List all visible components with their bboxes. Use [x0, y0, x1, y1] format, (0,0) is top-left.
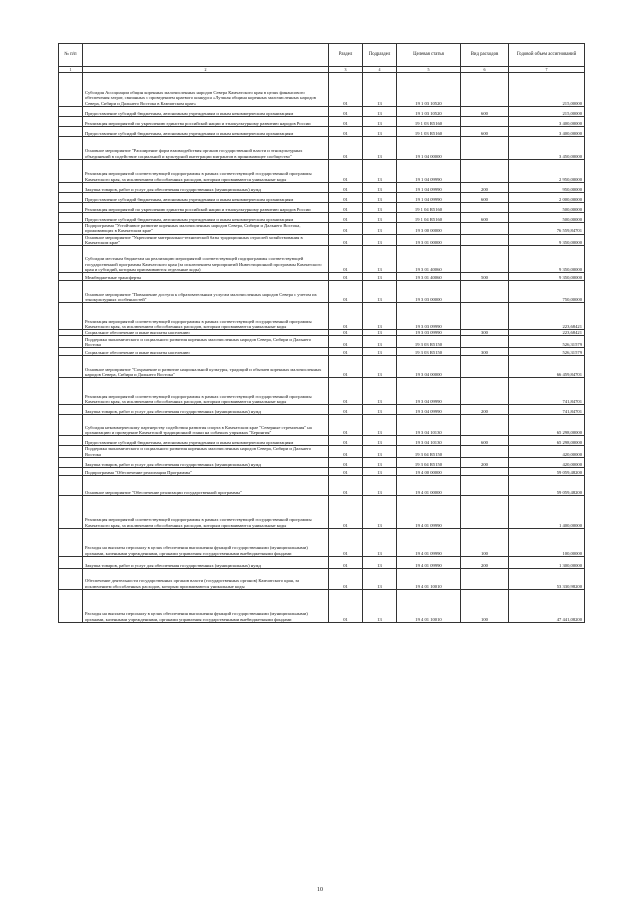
row-sum-cell: 223,68421 [509, 330, 585, 336]
row-sum-cell: 53 330,98200 [509, 569, 585, 590]
table-row [59, 476, 585, 496]
row-expense-type-cell: 100 [461, 529, 509, 557]
row-sum-cell: 526,31579 [509, 348, 585, 356]
row-podrazdel-cell: 13 [363, 468, 397, 476]
row-razdel-cell: 01 [329, 223, 363, 235]
row-expense-type-cell [461, 246, 509, 273]
row-name-cell: Реализация мероприятий по укреплению единства российской нации и этнокультурному развитию народов России [83, 203, 329, 213]
row-name-cell: Основное мероприятие "Повышение доступа к образовательным услугам малочисленных народов Севера с учетом их этнокультурных особенностей" [83, 281, 329, 303]
row-number-cell [59, 378, 83, 405]
row-razdel-cell: 01 [329, 281, 363, 303]
row-expense-type-cell: 300 [461, 348, 509, 356]
row-podrazdel-cell: 13 [363, 203, 397, 213]
row-podrazdel-cell: 13 [363, 127, 397, 137]
row-name-cell: Расходы на выплаты персоналу в целях обеспечения выполнения функций государственными (муниципальными) органами, казенными учреждениями, органами управления государственными внебюджетными фондами [83, 590, 329, 623]
table-row [59, 203, 585, 213]
row-name-cell: Поддержка экономического и социального развития коренных малочисленных народов Севера, Сибири и Дальнего Востока [83, 446, 329, 458]
row-number-cell [59, 529, 83, 557]
row-razdel-cell: 01 [329, 336, 363, 348]
row-expense-type-cell [461, 137, 509, 160]
row-podrazdel-cell: 13 [363, 348, 397, 356]
row-expense-type-cell [461, 303, 509, 330]
row-expense-type-cell [461, 468, 509, 476]
row-sum-cell: 9 350,00000 [509, 273, 585, 281]
row-name-cell: Субсидии местным бюджетам на реализацию мероприятий соответствующей подпрограммы соответствующей государственной программы Камчатского края (за исключением мероприятий Инвестиционной программы Камчатского края и субсидий, которым присваиваются отдельные коды) [83, 246, 329, 273]
row-razdel-cell: 01 [329, 436, 363, 446]
row-target-article-cell: 19 3 04 R5150 [397, 446, 461, 458]
row-expense-type-cell [461, 223, 509, 235]
row-name-cell: Предоставление субсидий бюджетным, автономным учреждениям и иным некоммерческим организациям [83, 213, 329, 223]
row-sum-cell: 526,31579 [509, 336, 585, 348]
row-expense-type-cell: 600 [461, 107, 509, 117]
row-name-cell: Закупка товаров, работ и услуг для обеспечения государственных (муниципальных) нужд [83, 183, 329, 193]
row-razdel-cell: 01 [329, 303, 363, 330]
row-number-cell [59, 273, 83, 281]
row-razdel-cell: 01 [329, 137, 363, 160]
row-name-cell: Закупка товаров, работ и услуг для обеспечения государственных (муниципальных) нужд [83, 405, 329, 415]
row-sum-cell: 420,00000 [509, 458, 585, 468]
row-razdel-cell: 01 [329, 348, 363, 356]
row-razdel-cell: 01 [329, 193, 363, 203]
row-razdel-cell: 01 [329, 378, 363, 405]
row-name-cell: Подпрограмма "Устойчивое развитие коренных малочисленных народов Севера, Сибири и Дальнего Востока, проживающих в Камчатском крае" [83, 223, 329, 235]
row-sum-cell: 420,00000 [509, 446, 585, 458]
row-expense-type-cell: 600 [461, 213, 509, 223]
row-name-cell: Реализация мероприятий соответствующей подпрограммы в рамках соответствующей государственной программы Камчатского края, за исключением обособленных расходов, которым присваиваются уникальные коды [83, 160, 329, 183]
row-podrazdel-cell: 13 [363, 496, 397, 529]
row-razdel-cell: 01 [329, 73, 363, 107]
row-sum-cell: 3 450,00000 [509, 137, 585, 160]
row-razdel-cell: 01 [329, 405, 363, 415]
page-number: 10 [317, 887, 323, 893]
table-row [59, 73, 585, 107]
row-number-cell [59, 436, 83, 446]
row-podrazdel-cell: 13 [363, 281, 397, 303]
row-name-cell: Основное мероприятие "Расширение форм взаимодействия органов государственной власти и этнокультурных объединений в содействие социальной и культурной интеграции мигрантов в принимающее сообщество" [83, 137, 329, 160]
row-name-cell: Основное мероприятие "Укрепление материально-технической базы традиционных отраслей хозяйствования в Камчатском крае" [83, 234, 329, 246]
row-podrazdel-cell: 13 [363, 183, 397, 193]
table-row [59, 234, 585, 246]
row-podrazdel-cell: 13 [363, 336, 397, 348]
row-razdel-cell: 01 [329, 356, 363, 378]
table-row [59, 569, 585, 590]
row-number-cell [59, 183, 83, 193]
row-expense-type-cell [461, 569, 509, 590]
row-razdel-cell: 01 [329, 273, 363, 281]
table-row [59, 223, 585, 235]
column-index: 2 [83, 67, 329, 73]
row-sum-cell: 741,84701 [509, 405, 585, 415]
row-expense-type-cell [461, 496, 509, 529]
table-row [59, 281, 585, 303]
row-number-cell [59, 356, 83, 378]
row-number-cell [59, 405, 83, 415]
row-name-cell: Реализация мероприятий по укреплению единства российской нации и этнокультурному развитию народов России [83, 117, 329, 127]
table-row [59, 468, 585, 476]
row-number-cell [59, 246, 83, 273]
row-target-article-cell: 19 1 04 R5160 [397, 203, 461, 213]
row-podrazdel-cell: 13 [363, 458, 397, 468]
row-podrazdel-cell: 13 [363, 246, 397, 273]
row-podrazdel-cell: 13 [363, 234, 397, 246]
row-name-cell: Социальное обеспечение и иные выплаты населению [83, 348, 329, 356]
row-name-cell: Поддержка экономического и социального развития коренных малочисленных народов Севера, Сибири и Дальнего Востока [83, 336, 329, 348]
row-number-cell [59, 348, 83, 356]
row-target-article-cell: 19 4 00 00000 [397, 468, 461, 476]
row-podrazdel-cell: 13 [363, 107, 397, 117]
row-number-cell [59, 496, 83, 529]
row-podrazdel-cell: 13 [363, 303, 397, 330]
row-number-cell [59, 415, 83, 436]
row-sum-cell: 741,84701 [509, 378, 585, 405]
row-sum-cell: 65 298,00000 [509, 436, 585, 446]
row-number-cell [59, 281, 83, 303]
budget-table-sheet [58, 43, 584, 623]
row-target-article-cell: 19 3 04 10130 [397, 436, 461, 446]
row-name-cell: Субсидия некоммерческому партнерству содействия развития спорта в Камчатском крае "Северные стремления" на организацию и проведение Камчатской традиционной гонки на собачьих упряжках "Берингия" [83, 415, 329, 436]
row-name-cell: Реализация мероприятий соответствующей подпрограммы в рамках соответствующей государственной программы Камчатского края, за исключением обособленных расходов, которым присваиваются уникальные коды [83, 496, 329, 529]
row-razdel-cell: 01 [329, 496, 363, 529]
row-target-article-cell: 19 3 03 R5150 [397, 336, 461, 348]
budget-table-body [59, 73, 585, 623]
row-sum-cell: 1 300,00000 [509, 557, 585, 569]
header-podrazdel: Подраздел [363, 44, 397, 67]
row-sum-cell: 47 441,08200 [509, 590, 585, 623]
row-podrazdel-cell: 13 [363, 193, 397, 203]
table-row [59, 446, 585, 458]
row-razdel-cell: 01 [329, 246, 363, 273]
row-expense-type-cell: 600 [461, 127, 509, 137]
row-target-article-cell: 19 1 03 10520 [397, 73, 461, 107]
table-row [59, 415, 585, 436]
row-target-article-cell: 19 3 01 00000 [397, 234, 461, 246]
row-number-cell [59, 203, 83, 213]
row-target-article-cell: 19 1 03 R5160 [397, 117, 461, 127]
row-expense-type-cell [461, 446, 509, 458]
row-number-cell [59, 468, 83, 476]
row-name-cell: Основное мероприятие "Обеспечение реализации государственной программы" [83, 476, 329, 496]
row-razdel-cell: 01 [329, 529, 363, 557]
row-expense-type-cell [461, 73, 509, 107]
row-expense-type-cell: 200 [461, 183, 509, 193]
row-razdel-cell: 01 [329, 458, 363, 468]
row-sum-cell: 3 400,00000 [509, 127, 585, 137]
row-podrazdel-cell: 13 [363, 137, 397, 160]
row-name-cell: Расходы на выплаты персоналу в целях обеспечения выполнения функций государственными (муниципальными) органами, казенными учреждениями, органами управления государственными внебюджетными фондами [83, 529, 329, 557]
row-number-cell [59, 223, 83, 235]
row-target-article-cell: 19 3 00 00000 [397, 223, 461, 235]
row-target-article-cell: 19 3 01 40060 [397, 246, 461, 273]
row-name-cell: Предоставление субсидий бюджетным, автономным учреждениям и иным некоммерческим организациям [83, 107, 329, 117]
row-razdel-cell: 01 [329, 590, 363, 623]
table-row [59, 246, 585, 273]
row-expense-type-cell: 500 [461, 273, 509, 281]
row-expense-type-cell [461, 203, 509, 213]
row-expense-type-cell: 300 [461, 330, 509, 336]
header-name [83, 44, 329, 67]
row-name-cell: Межбюджетные трансферты [83, 273, 329, 281]
table-row [59, 193, 585, 203]
table-row [59, 458, 585, 468]
row-number-cell [59, 336, 83, 348]
row-number-cell [59, 458, 83, 468]
row-target-article-cell: 19 3 04 00000 [397, 356, 461, 378]
column-index: 5 [397, 67, 461, 73]
table-row [59, 303, 585, 330]
table-row [59, 356, 585, 378]
row-target-article-cell: 19 4 01 09990 [397, 557, 461, 569]
row-razdel-cell: 01 [329, 234, 363, 246]
row-podrazdel-cell: 13 [363, 405, 397, 415]
row-razdel-cell: 01 [329, 107, 363, 117]
row-target-article-cell: 19 3 03 R5150 [397, 348, 461, 356]
row-razdel-cell: 01 [329, 127, 363, 137]
row-target-article-cell: 19 1 04 00000 [397, 137, 461, 160]
row-razdel-cell: 01 [329, 476, 363, 496]
header-razdel: Раздел [329, 44, 363, 67]
table-row [59, 496, 585, 529]
row-sum-cell: 100,00000 [509, 529, 585, 557]
row-target-article-cell: 19 3 03 09990 [397, 330, 461, 336]
row-podrazdel-cell: 13 [363, 73, 397, 107]
table-row [59, 348, 585, 356]
row-podrazdel-cell: 13 [363, 569, 397, 590]
row-target-article-cell: 19 3 04 09990 [397, 405, 461, 415]
table-row [59, 213, 585, 223]
row-razdel-cell: 01 [329, 557, 363, 569]
row-razdel-cell: 01 [329, 160, 363, 183]
row-target-article-cell: 19 1 04 09990 [397, 193, 461, 203]
budget-table [58, 43, 585, 623]
column-index: 6 [461, 67, 509, 73]
row-sum-cell: 9 350,00000 [509, 234, 585, 246]
row-podrazdel-cell: 13 [363, 213, 397, 223]
column-index: 3 [329, 67, 363, 73]
row-name-cell: Реализация мероприятий соответствующей подпрограммы в рамках соответствующей государственной программы Камчатского края, за исключением обособленных расходов, которым присваиваются уникальные коды [83, 378, 329, 405]
row-number-cell [59, 446, 83, 458]
table-row [59, 107, 585, 117]
row-target-article-cell: 19 1 04 09990 [397, 160, 461, 183]
table-row [59, 405, 585, 415]
row-expense-type-cell [461, 378, 509, 405]
row-podrazdel-cell: 13 [363, 356, 397, 378]
row-name-cell: Предоставление субсидий бюджетным, автономным учреждениям и иным некоммерческим организациям [83, 436, 329, 446]
table-row [59, 529, 585, 557]
table-row [59, 557, 585, 569]
table-row [59, 436, 585, 446]
row-name-cell: Обеспечение деятельности государственных органов власти (государственных органов) Камчатского края, за исключением обособленных расходов, которым присваиваются уникальные коды [83, 569, 329, 590]
row-podrazdel-cell: 13 [363, 378, 397, 405]
row-expense-type-cell: 200 [461, 405, 509, 415]
row-sum-cell: 215,00000 [509, 73, 585, 107]
table-row [59, 183, 585, 193]
row-number-cell [59, 590, 83, 623]
row-sum-cell: 950,00000 [509, 183, 585, 193]
row-name-cell: Реализация мероприятий соответствующей подпрограммы в рамках соответствующей государственной программы Камчатского края, за исключением обособленных расходов, которым присваиваются уникальные коды [83, 303, 329, 330]
table-row [59, 378, 585, 405]
row-name-cell: Основное мероприятие "Сохранение и развитие национальной культуры, традиций и обычаев коренных малочисленных народов Севера, Сибири и Дальнего Востока" [83, 356, 329, 378]
row-target-article-cell: 19 4 01 10010 [397, 590, 461, 623]
header-num: № п/п [59, 44, 83, 67]
row-target-article-cell: 19 3 04 09990 [397, 378, 461, 405]
header-target-article: Целевая статья [397, 44, 461, 67]
row-podrazdel-cell: 13 [363, 273, 397, 281]
row-expense-type-cell [461, 234, 509, 246]
row-target-article-cell: 19 4 01 00000 [397, 476, 461, 496]
row-target-article-cell: 19 3 04 10130 [397, 415, 461, 436]
table-row [59, 117, 585, 127]
row-sum-cell: 3 400,00000 [509, 117, 585, 127]
row-podrazdel-cell: 13 [363, 160, 397, 183]
row-podrazdel-cell: 13 [363, 557, 397, 569]
row-sum-cell: 76 559,84701 [509, 223, 585, 235]
row-sum-cell: 500,00000 [509, 213, 585, 223]
row-sum-cell: 66 459,84701 [509, 356, 585, 378]
table-row [59, 127, 585, 137]
row-podrazdel-cell: 13 [363, 223, 397, 235]
row-number-cell [59, 73, 83, 107]
row-target-article-cell: 19 1 03 R5160 [397, 127, 461, 137]
row-number-cell [59, 303, 83, 330]
row-sum-cell: 2 950,00000 [509, 160, 585, 183]
row-sum-cell: 750,00000 [509, 281, 585, 303]
row-name-cell: Субсидия Ассоциации общин коренных малочисленных народов Севера Камчатского края в целях финансового обеспечения затрат, связанных с проведением краевого конкурса «Лучшая община коренных малочисленных народов Севера, Сибири и Дальнего Востока в Камчатском крае» [83, 73, 329, 107]
table-row [59, 160, 585, 183]
header-row [59, 44, 585, 67]
row-name-cell: Закупка товаров, работ и услуг для обеспечения государственных (муниципальных) нужд [83, 557, 329, 569]
row-number-cell [59, 117, 83, 127]
row-name-cell: Подпрограмма "Обеспечение реализации Программы" [83, 468, 329, 476]
row-expense-type-cell: 600 [461, 193, 509, 203]
row-target-article-cell: 19 3 01 40060 [397, 273, 461, 281]
row-expense-type-cell: 100 [461, 590, 509, 623]
row-number-cell [59, 107, 83, 117]
row-podrazdel-cell: 13 [363, 590, 397, 623]
row-podrazdel-cell: 13 [363, 415, 397, 436]
row-name-cell: Предоставление субсидий бюджетным, автономным учреждениям и иным некоммерческим организациям [83, 193, 329, 203]
row-razdel-cell: 01 [329, 415, 363, 436]
row-expense-type-cell [461, 160, 509, 183]
row-expense-type-cell [461, 415, 509, 436]
row-razdel-cell: 01 [329, 213, 363, 223]
row-target-article-cell: 19 3 03 00000 [397, 281, 461, 303]
row-sum-cell: 2 000,00000 [509, 193, 585, 203]
row-sum-cell: 59 059,48200 [509, 476, 585, 496]
row-sum-cell: 59 059,48200 [509, 468, 585, 476]
row-expense-type-cell [461, 476, 509, 496]
row-number-cell [59, 160, 83, 183]
row-podrazdel-cell: 13 [363, 529, 397, 557]
row-sum-cell: 1 400,00000 [509, 496, 585, 529]
row-podrazdel-cell: 13 [363, 330, 397, 336]
table-row [59, 273, 585, 281]
row-expense-type-cell: 600 [461, 436, 509, 446]
row-number-cell [59, 213, 83, 223]
row-name-cell: Предоставление субсидий бюджетным, автономным учреждениям и иным некоммерческим организациям [83, 127, 329, 137]
row-razdel-cell: 01 [329, 117, 363, 127]
row-razdel-cell: 01 [329, 446, 363, 458]
row-target-article-cell: 19 3 03 09990 [397, 303, 461, 330]
table-row [59, 336, 585, 348]
row-number-cell [59, 569, 83, 590]
row-expense-type-cell [461, 117, 509, 127]
row-expense-type-cell [461, 356, 509, 378]
row-razdel-cell: 01 [329, 468, 363, 476]
row-name-cell: Социальное обеспечение и иные выплаты населению [83, 330, 329, 336]
row-target-article-cell: 19 1 04 09990 [397, 183, 461, 193]
row-razdel-cell: 01 [329, 569, 363, 590]
row-number-cell [59, 234, 83, 246]
row-expense-type-cell: 200 [461, 458, 509, 468]
row-podrazdel-cell: 13 [363, 446, 397, 458]
row-target-article-cell: 19 4 01 10010 [397, 569, 461, 590]
row-expense-type-cell: 200 [461, 557, 509, 569]
row-target-article-cell: 19 1 03 10520 [397, 107, 461, 117]
row-number-cell [59, 193, 83, 203]
row-sum-cell: 9 350,00000 [509, 246, 585, 273]
header-expense-type: Вид расходов [461, 44, 509, 67]
row-number-cell [59, 127, 83, 137]
row-number-cell [59, 137, 83, 160]
row-target-article-cell: 19 4 01 09990 [397, 529, 461, 557]
table-row [59, 590, 585, 623]
row-razdel-cell: 01 [329, 183, 363, 193]
row-podrazdel-cell: 13 [363, 476, 397, 496]
row-expense-type-cell [461, 336, 509, 348]
row-razdel-cell: 01 [329, 203, 363, 213]
row-razdel-cell: 01 [329, 330, 363, 336]
row-podrazdel-cell: 13 [363, 436, 397, 446]
column-index: 7 [509, 67, 585, 73]
row-podrazdel-cell: 13 [363, 117, 397, 127]
row-target-article-cell: 19 4 01 09990 [397, 496, 461, 529]
header-annual-volume: Годовой объем ассигнований [509, 44, 585, 67]
row-sum-cell: 223,68421 [509, 303, 585, 330]
row-sum-cell: 215,00000 [509, 107, 585, 117]
row-sum-cell: 65 298,00000 [509, 415, 585, 436]
row-expense-type-cell [461, 281, 509, 303]
row-number-cell [59, 476, 83, 496]
row-number-cell [59, 557, 83, 569]
row-target-article-cell: 19 1 04 R5160 [397, 213, 461, 223]
table-row [59, 137, 585, 160]
row-name-cell: Закупка товаров, работ и услуг для обеспечения государственных (муниципальных) нужд [83, 458, 329, 468]
column-index: 4 [363, 67, 397, 73]
row-target-article-cell: 19 3 04 R5150 [397, 458, 461, 468]
column-index: 1 [59, 67, 83, 73]
row-sum-cell: 500,00000 [509, 203, 585, 213]
